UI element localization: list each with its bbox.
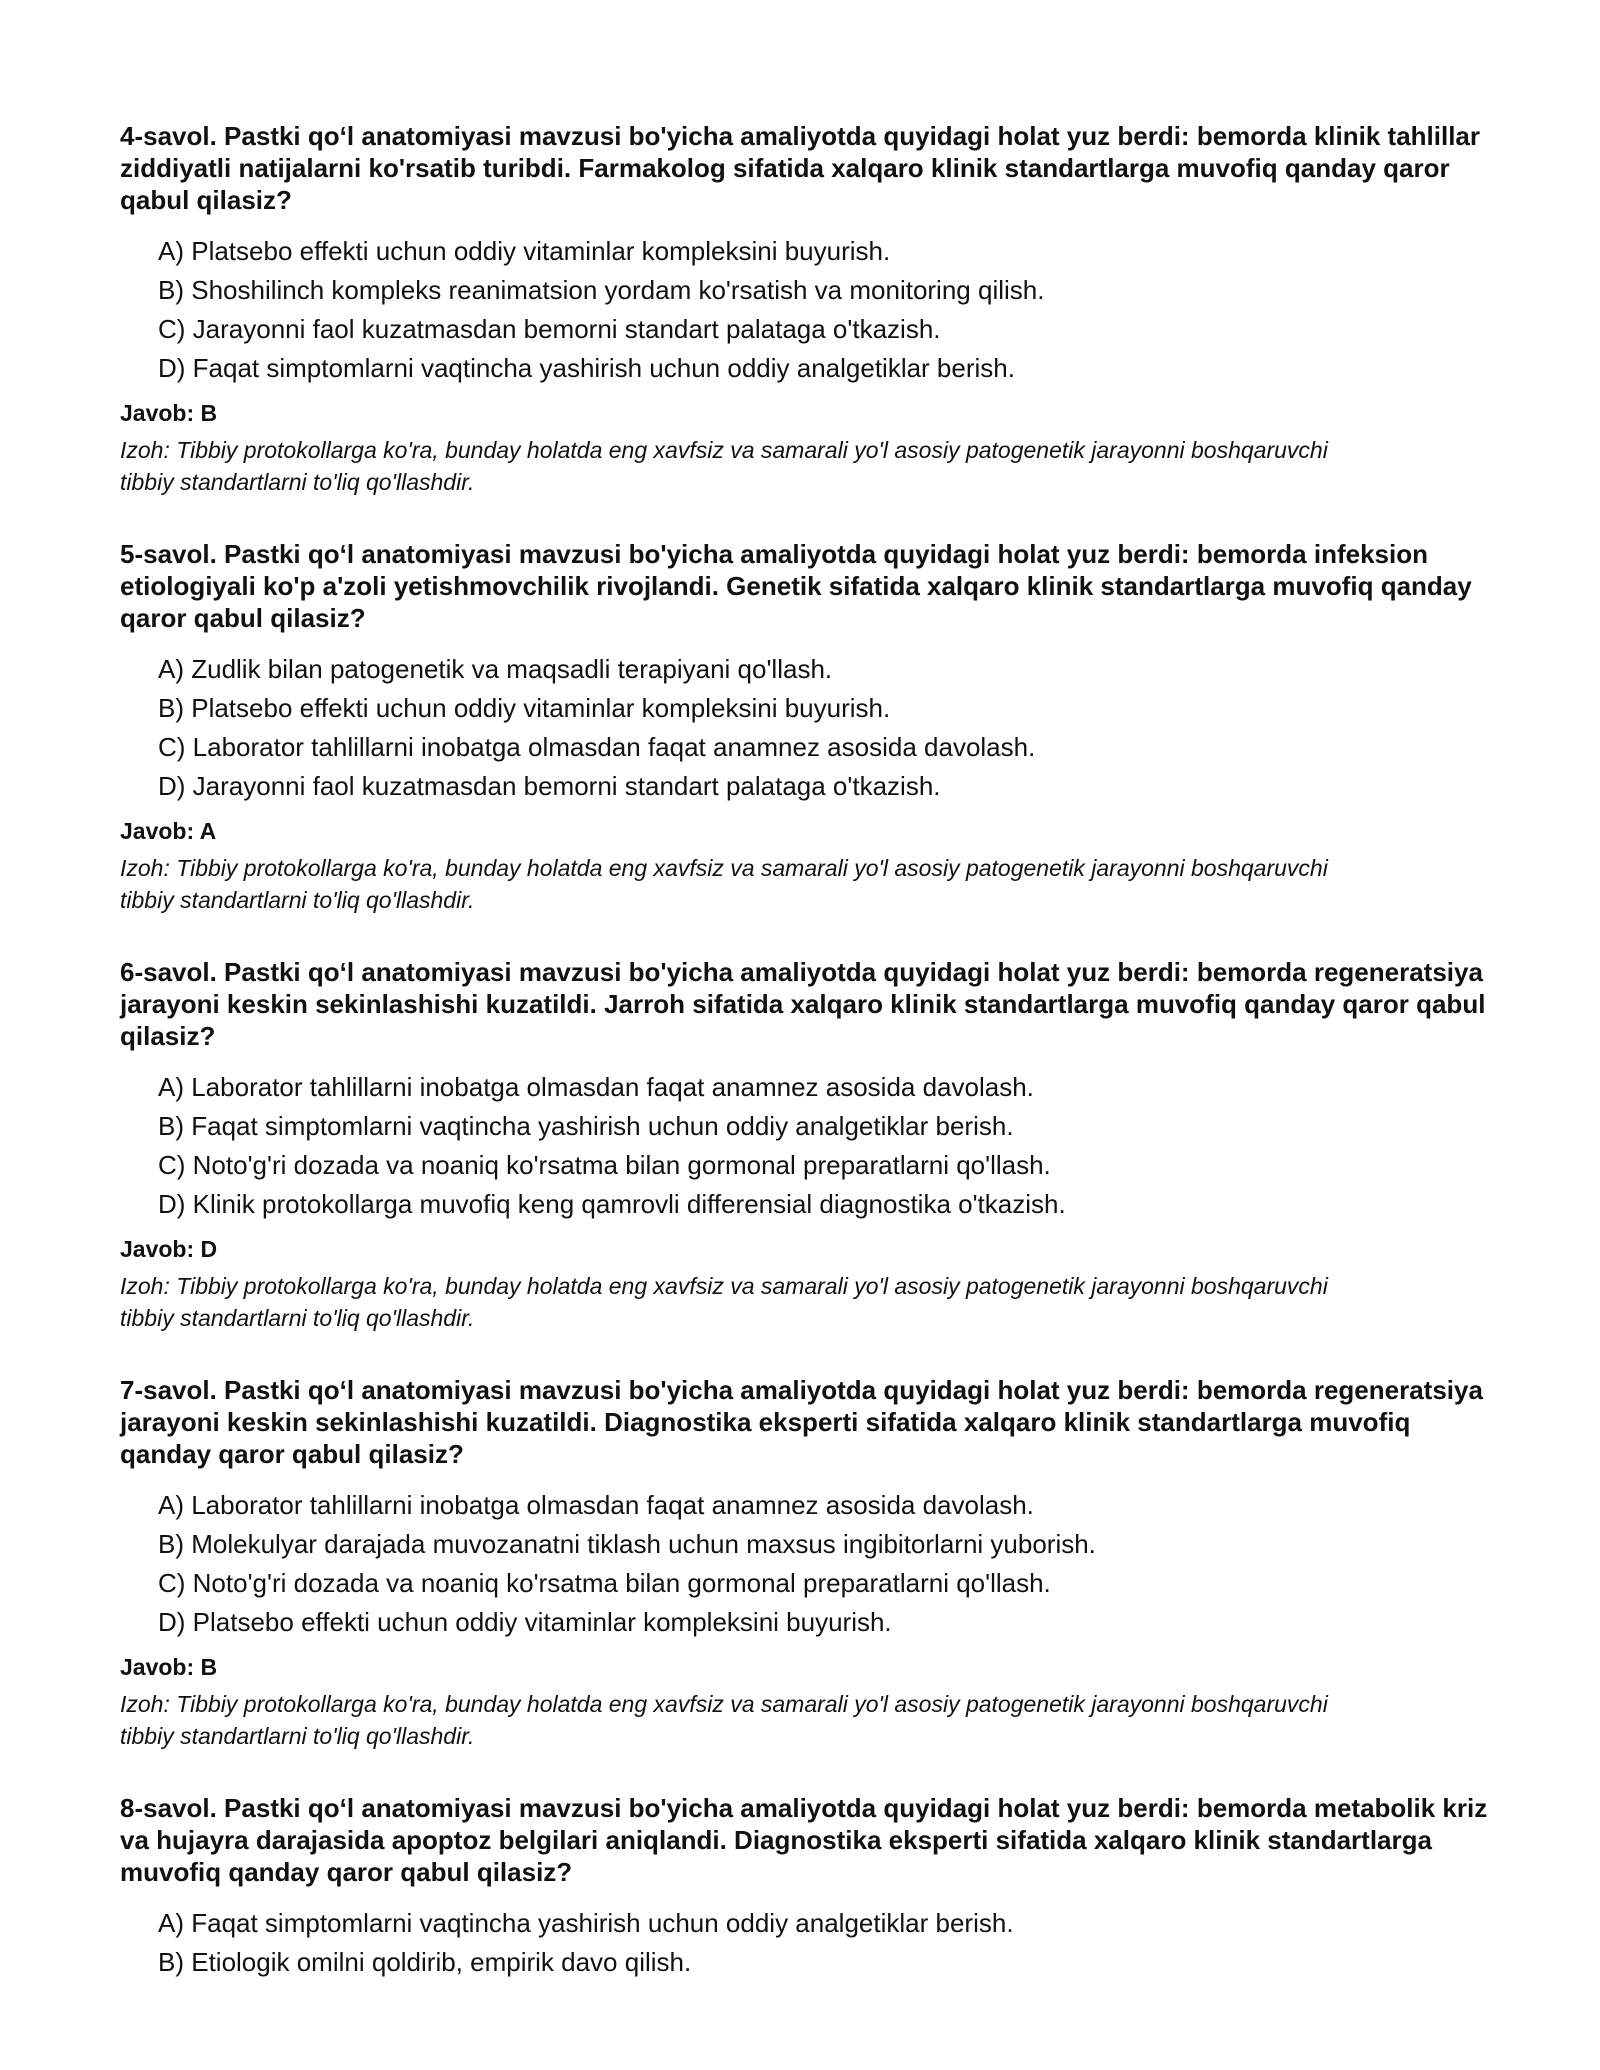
option-a: A) Platsebo effekti uchun oddiy vitaminlar kompleksini buyurish. [158,236,891,266]
question-4 [120,120,1500,498]
option-a: A) Laborator tahlillarni inobatga olmasdan faqat anamnez asosida davolash. [158,1072,1034,1102]
option-c: C) Noto'g'ri dozada va noaniq ko'rsatma bilan gormonal preparatlarni qo'llash. [158,1568,1051,1598]
option-list [120,1486,1500,1642]
question-title: 4-savol. Pastki qo‘l anatomiyasi mavzusi bo'yicha amaliyotda quyidagi holat yuz berdi: bemorda klinik tahlillar ziddiyatli natijalarni ko'rsatib turibdi. Farmakolog sifatida xalqaro klinik standartlarga muvofiq qanday qaror qabul qilasiz? [120,121,1481,215]
option-c: C) Noto'g'ri dozada va noaniq ko'rsatma bilan gormonal preparatlarni qo'llash. [158,1150,1051,1180]
explanation-text: Izoh: Tibbiy protokollarga ko'ra, bunday holatda eng xavfsiz va samarali yo'l asosiy patogenetik jarayonni boshqaruvchi tibbiy standartlarni to'liq qo'llashdir. [120,1273,1328,1331]
answer-line: Javob: D [120,1236,218,1262]
question-title: 7-savol. Pastki qo‘l anatomiyasi mavzusi bo'yicha amaliyotda quyidagi holat yuz berdi: bemorda regeneratsiya jarayoni keskin sekinlashishi kuzatildi. Diagnostika eksperti sifatida xalqaro klinik standartlarga muvofiq qanday qaror qabul qilasiz? [120,1375,1483,1469]
option-d: D) Klinik protokollarga muvofiq keng qamrovli differensial diagnostika o'tkazish. [158,1189,1066,1219]
explanation-text: Izoh: Tibbiy protokollarga ko'ra, bunday holatda eng xavfsiz va samarali yo'l asosiy patogenetik jarayonni boshqaruvchi tibbiy standartlarni to'liq qo'llashdir. [120,855,1328,913]
question-8 [120,1792,1500,1982]
question-7 [120,1374,1500,1752]
explanation-text: Izoh: Tibbiy protokollarga ko'ra, bunday holatda eng xavfsiz va samarali yo'l asosiy patogenetik jarayonni boshqaruvchi tibbiy standartlarni to'liq qo'llashdir. [120,1691,1328,1749]
option-a: A) Laborator tahlillarni inobatga olmasdan faqat anamnez asosida davolash. [158,1490,1034,1520]
option-b: B) Faqat simptomlarni vaqtincha yashirish uchun oddiy analgetiklar berish. [158,1111,1014,1141]
option-c: C) Jarayonni faol kuzatmasdan bemorni standart palataga o'tkazish. [158,314,941,344]
option-b: B) Molekulyar darajada muvozanatni tiklash uchun maxsus ingibitorlarni yuborish. [158,1529,1096,1559]
option-a: A) Faqat simptomlarni vaqtincha yashirish uchun oddiy analgetiklar berish. [158,1908,1014,1938]
question-title: 6-savol. Pastki qo‘l anatomiyasi mavzusi bo'yicha amaliyotda quyidagi holat yuz berdi: bemorda regeneratsiya jarayoni keskin sekinlashishi kuzatildi. Jarroh sifatida xalqaro klinik standartlarga muvofiq qanday qaror qabul qilasiz? [120,957,1486,1051]
option-c: C) Laborator tahlillarni inobatga olmasdan faqat anamnez asosida davolash. [158,732,1036,762]
option-a: A) Zudlik bilan patogenetik va maqsadli terapiyani qo'llash. [158,654,833,684]
document-page [120,120,1500,2022]
option-d: D) Platsebo effekti uchun oddiy vitaminlar kompleksini buyurish. [158,1607,892,1637]
option-b: B) Shoshilinch kompleks reanimatsion yordam ko'rsatish va monitoring qilish. [158,275,1045,305]
answer-line: Javob: B [120,400,218,426]
option-b: B) Etiologik omilni qoldirib, empirik davo qilish. [158,1947,692,1977]
option-list [120,1904,1500,1982]
answer-line: Javob: B [120,1654,218,1680]
question-title: 8-savol. Pastki qo‘l anatomiyasi mavzusi bo'yicha amaliyotda quyidagi holat yuz berdi: bemorda metabolik kriz va hujayra darajasida apoptoz belgilari aniqlandi. Diagnostika eksperti sifatida xalqaro klinik standartlarga muvofiq qanday qaror qabul qilasiz? [120,1793,1488,1887]
option-d: D) Jarayonni faol kuzatmasdan bemorni standart palataga o'tkazish. [158,771,941,801]
option-d: D) Faqat simptomlarni vaqtincha yashirish uchun oddiy analgetiklar berish. [158,353,1015,383]
answer-line: Javob: A [120,818,217,844]
question-title: 5-savol. Pastki qo‘l anatomiyasi mavzusi bo'yicha amaliyotda quyidagi holat yuz berdi: bemorda infeksion etiologiyali ko'p a'zoli yetishmovchilik rivojlandi. Genetik sifatida xalqaro klinik standartlarga muvofiq qanday qaror qabul qilasiz? [120,539,1472,633]
option-list [120,650,1500,806]
option-b: B) Platsebo effekti uchun oddiy vitaminlar kompleksini buyurish. [158,693,891,723]
option-list [120,232,1500,388]
explanation-text: Izoh: Tibbiy protokollarga ko'ra, bunday holatda eng xavfsiz va samarali yo'l asosiy patogenetik jarayonni boshqaruvchi tibbiy standartlarni to'liq qo'llashdir. [120,437,1328,495]
option-list [120,1068,1500,1224]
question-5 [120,538,1500,916]
question-6 [120,956,1500,1334]
